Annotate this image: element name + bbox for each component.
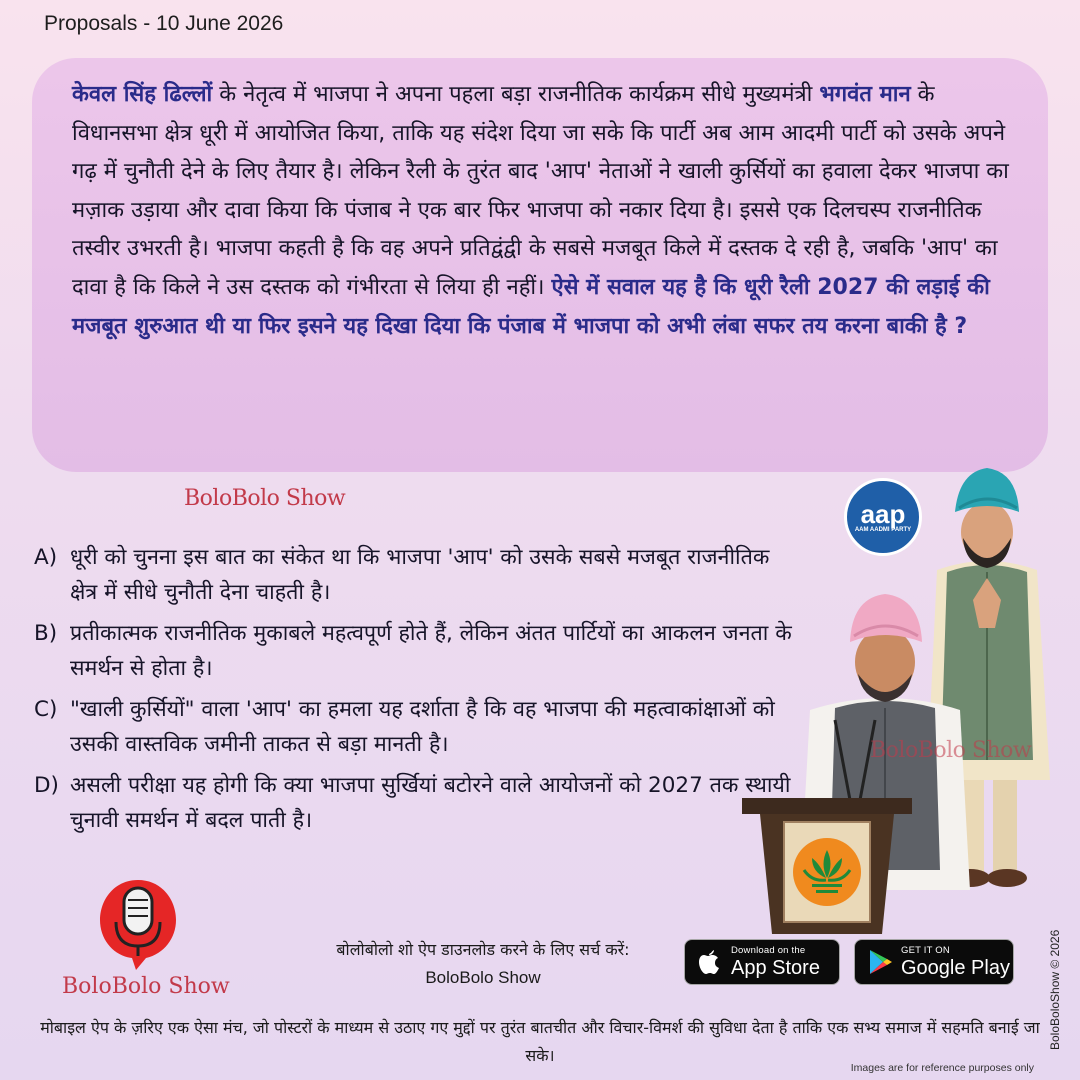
app-store-button[interactable] xyxy=(684,939,840,985)
highlight-name-mann: भगवंत मान xyxy=(819,82,911,107)
brand-watermark-overlay: BoloBolo Show xyxy=(870,738,1032,763)
app-store-label: App Store xyxy=(731,956,820,979)
option-text: धूरी को चुनना इस बात का संकेत था कि भाजपा 'आप' को उसके सबसे मजबूत राजनीतिक क्षेत्र में सीधे चुनौती देना चाहती है। xyxy=(70,545,770,605)
option-text: प्रतीकात्मक राजनीतिक मुकाबले महत्वपूर्ण होते हैं, लेकिन अंतत पार्टियों का आकलन जनता के समर्थन से होता है। xyxy=(70,621,792,681)
aap-party-logo xyxy=(844,478,922,556)
disclaimer-text: Images are for reference purposes only xyxy=(850,1062,1034,1074)
app-store-small-label: Download on the xyxy=(731,945,806,957)
brand-logo-text: BoloBolo Show xyxy=(62,974,230,999)
aap-logo-subtext: AAM AADMI PARTY xyxy=(854,526,912,533)
option-letter: B) xyxy=(34,621,58,646)
google-play-button[interactable] xyxy=(854,939,1014,985)
intro-question: ऐसे में सवाल यह है कि धूरी रैली 2027 की लड़ाई की मजबूत शुरुआत थी या फिर इसने यह दिखा दिया कि पंजाब में भाजपा को अभी लंबा सफर तय करना बाकी है ? xyxy=(72,274,990,339)
intro-card xyxy=(32,58,1048,472)
option-b[interactable] xyxy=(34,616,794,686)
intro-text-2: के विधानसभा क्षेत्र धूरी में आयोजित किया, ताकि यह संदेश दिया जा सके कि पार्टी अब आम आदमी पार्टी को उसके अपने गढ़ में चुनौती देने के लिए तैयार है। लेकिन रैली के तुरंत बाद 'आप' नेताओं ने खाली कुर्सियों का हवाला देकर भाजपा का मज़ाक उड़ाया और दावा किया कि पंजाब ने एक बार फिर भाजपा को नकार दिया है। इससे एक दिलचस्प राजनीतिक तस्वीर उभरती है। भाजपा कहती है कि वह अपने प्रतिद्वंद्वी के सबसे मजबूत किले में दस्तक दे रही है, जबकि 'आप' का दावा है कि किले ने उस दस्तक को गंभीरता से लिया ही नहीं। xyxy=(72,82,1009,300)
option-letter: C) xyxy=(34,697,58,722)
search-app-name: BoloBolo Show xyxy=(425,968,541,987)
option-text: "खाली कुर्सियों" वाला 'आप' का हमला यह दर्शाता है कि वह भाजपा की महत्वाकांक्षाओं को उसकी वास्तविक जमीनी ताकत से बड़ा मानती है। xyxy=(70,697,775,757)
header-date: Proposals - 10 June 2026 xyxy=(44,12,284,35)
option-a[interactable] xyxy=(34,540,794,610)
intro-paragraph xyxy=(72,76,1018,346)
microphone-icon xyxy=(96,874,180,970)
brand-watermark: BoloBolo Show xyxy=(184,486,346,511)
option-letter: A) xyxy=(34,545,58,570)
copyright-text: BoloBoloShow © 2026 xyxy=(1048,929,1062,1050)
footer-description: मोबाइल ऐप के ज़रिए एक ऐसा मंच, जो पोस्टरों के माध्यम से उठाए गए मुद्दों पर तुरंत बातचीत और विचार-विमर्श की सुविधा देता है ताकि एक सभ्य समाज में सहमति बनाई जा सके। xyxy=(40,1018,1040,1065)
option-letter: D) xyxy=(34,773,59,798)
google-play-label: Google Play xyxy=(901,956,1010,979)
podium xyxy=(742,798,912,934)
highlight-name-dhillon: केवल सिंह ढिल्लों xyxy=(72,82,213,107)
google-play-small-label: GET IT ON xyxy=(901,945,950,957)
options-list xyxy=(34,540,794,844)
bjp-lotus-icon xyxy=(793,838,861,906)
intro-text-1: के नेतृत्व में भाजपा ने अपना पहला बड़ा राजनीतिक कार्यक्रम सीधे मुख्यमंत्री xyxy=(212,82,820,107)
search-instruction-text: बोलोबोलो शो ऐप डाउनलोड करने के लिए सर्च करें: xyxy=(336,940,630,959)
option-text: असली परीक्षा यह होगी कि क्या भाजपा सुर्खियां बटोरने वाले आयोजनों को 2027 तक स्थायी चुनावी समर्थन में बदल पाती है। xyxy=(70,773,791,833)
apple-icon xyxy=(695,947,725,977)
option-d[interactable] xyxy=(34,768,794,838)
option-c[interactable] xyxy=(34,692,794,762)
aap-logo-text: aap xyxy=(860,498,906,529)
google-play-icon xyxy=(865,947,895,977)
search-instruction xyxy=(298,936,668,992)
